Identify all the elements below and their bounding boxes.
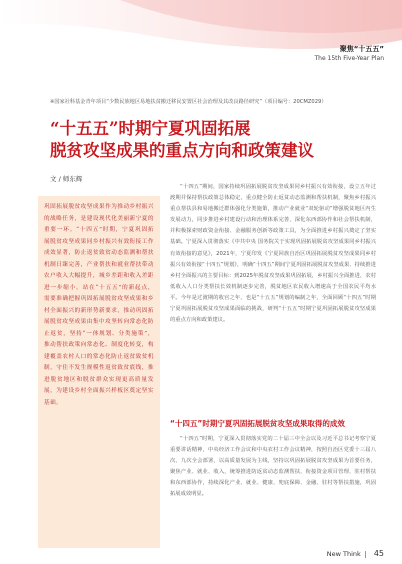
abstract-box [38,196,160,548]
article-title [50,118,380,162]
byline: 文 / 师东辉 [50,175,83,183]
section-heading: “十四五”时期宁夏巩固拓展脱贫攻坚成果取得的成效 [170,419,345,428]
page-footer [327,549,384,558]
footer-divider [365,551,366,558]
rubric-cn: 聚焦“十五五” [339,45,384,53]
fund-note: ※国家社科基金青年项目“少数民族地区易地扶贫搬迁移民安置区社会治理及其改良路径研究”（项目编号：20CMZ029） [50,99,327,105]
column-rubric [314,45,384,63]
abstract-text: 巩固拓展脱贫攻坚成果作为推动乡村振兴的战略任务，是建设现代化美丽新宁夏的重要一环。“十四五”时期，宁夏巩固拓展脱贫攻坚成果同乡村振兴有效衔接工作成效显著，防止返贫致贫动态监测和帮扶机制日臻完善，产业帮扶和就业帮扶带动农户收入大幅提升，城乡差距和收入差距进一步缩小。站在“十五五”的新起点，需要准确把握巩固拓展脱贫攻坚成果和乡村全面振兴的新形势新要求，推动巩固拓展脱贫攻坚成果由集中攻坚转向常态化防止返贫，坚持“一体规划、分类施策”，推动帮扶政策向常态化、制度化转变，构建覆盖农村人口的常态化防止返贫致贫机制，守住不发生规模性返贫致贫底线，推进脱贫地区和脱贫群众实现更高质量发展，为建设乡村全面振兴样板区奠定坚实基础。 [44,204,154,406]
body-paragraph-2: “十四五”时期，宁夏深入贯彻落实党的二十届三中全会以及习近平总书记考察宁夏重要讲话精神，中央经济工作会议和中央农村工作会议精神，按照自治区党委十三届八次、九次全会部署，以高质量发展为主线，坚持以巩固拓展脱贫攻坚成果为首要任务，聚焦产业、就业、收入，统筹推进防返贫动态监测帮扶、衔接资金项目管理、驻村帮扶和东西部协作，持续深化产业、就业、健康、兜底保障、金融、驻村等帮扶措施，巩固拓展成效明显。 [170,436,376,498]
magazine-name: New Think [326,550,361,558]
title-line-1: “十五五”时期宁夏巩固拓展 [50,119,251,138]
title-line-2: 脱贫攻坚成果的重点方向和政策建议 [50,141,314,160]
body-paragraph-1: “十四五”期间，国家持续巩固拓展脱贫攻坚成果同乡村振兴有效衔接，设立五年过渡期并保持帮扶政策总体稳定，重点健全防止返贫动态监测和帮扶机制，聚焦乡村振兴重点帮扶县和易地搬迁群体强化分类施策，推动产业就业“双轮驱动”增强脱贫地区内生发展动力，同步推进乡村建设行动和治理体系完善，深化东西部协作和社会帮扶机制，并积极探索财政资金衔接、金融服务创新等政策工具，为全面推进乡村振兴奠定了坚实基础。宁夏深入贯彻落实《中共中央 国务院关于实现巩固拓展脱贫攻坚成果同乡村振兴有效衔接的意见》，2021年，宁夏印发《宁夏回族自治区巩固拓展脱贫攻坚成果同乡村振兴有效衔接“十四五”规划》，明确“十四五”期间宁夏巩固拓展脱贫攻坚成果、持续推进乡村全面振兴的主要目标：到2025年脱贫攻坚成果巩固拓展，乡村振兴全面推进，农村低收入人口分类帮扶长效机制逐步完善，脱贫地区农民收入增速高于全国农民平均水平。今年是过渡期的收官之年，也是“十五五”规划的编制之年，全面回顾“十四五”时期宁夏巩固拓展脱贫攻坚成果面临的挑战，研判“十五五”时期宁夏巩固拓展脱贫攻坚成果的重点方向和政策建议。 [170,184,376,324]
body-column [170,182,376,407]
body-column-2 [170,434,376,546]
page-number: 45 [373,549,384,558]
rubric-en: The 15th Five-Year Plan [314,55,384,62]
